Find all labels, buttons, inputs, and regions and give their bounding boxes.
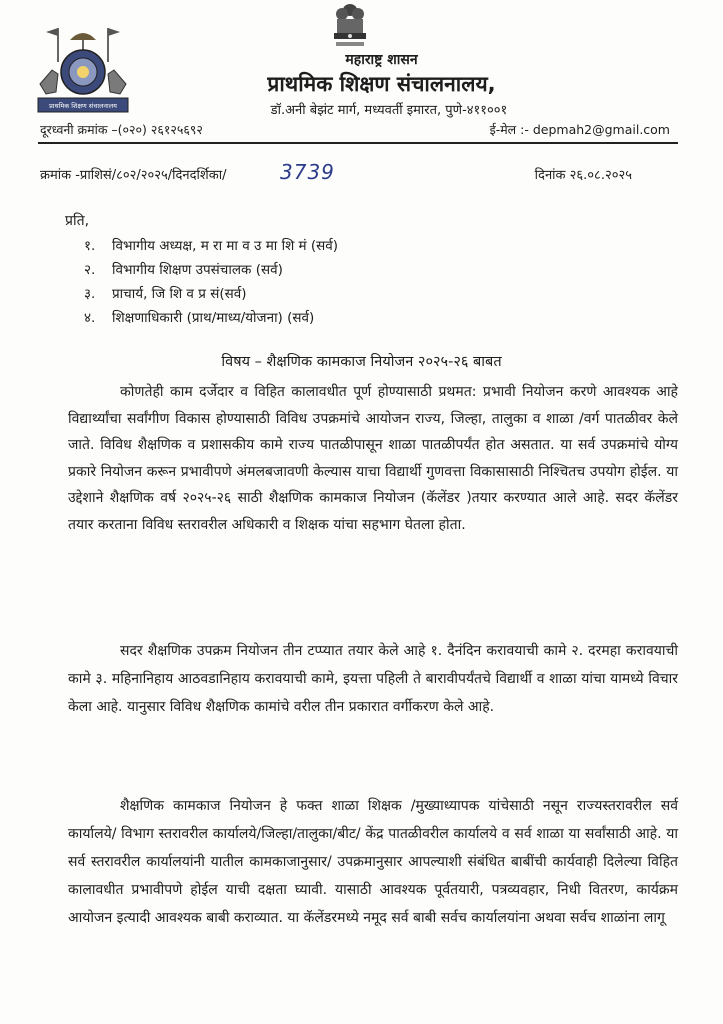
addressee-list <box>84 234 338 330</box>
body-paragraph-1: कोणतेही काम दर्जेदार व विहित कालावधीत पूर्ण होण्यासाठी प्रथमत: प्रभावी नियोजन करणे आवश्यक आहे विद्यार्थ्यांचा सर्वांगीण विकास होण्यासाठी विविध उपक्रमांचे आयोजन राज्य, जिल्हा, तालुका व शाळा /वर्ग पातळीवर केले जाते. विविध शैक्षणिक व प्रशासकीय कामे राज्य पातळीपासून शाळा पातळीपर्यंत होत असतात. या सर्व उपक्रमांचे योग्य प्रकारे नियोजन करून प्रभावीपणे अंमलबजावणी केल्यास याचा विद्यार्थी गुणवत्ता विकासासाठी निश्चितच उपयोग होईल. या उद्देशाने शैक्षणिक वर्ष २०२५-२६ साठी शैक्षणिक कामकाज नियोजन (कॅलेंडर )तयार करण्यात आले आहे. सदर कॅलेंडर तयार करताना विविध स्तरावरील अधिकारी व शिक्षक यांचा सहभाग घेतला होता. <box>68 384 678 533</box>
body-paragraph-3: शैक्षणिक कामकाज नियोजन हे फक्त शाळा शिक्षक /मुख्याध्यापक यांचेसाठी नसून राज्यस्तरावरील सर्व कार्यालये/ विभाग स्तरावरील कार्यालये/जिल्हा/तालुका/बीट/ केंद्र पातळीवरील कार्यालये व सर्व शाळा या सर्वांसाठी आहे. या सर्व स्तरावरील कार्यालयांनी यातील कामकाजानुसार/ उपक्रमानुसार आपल्याशी संबंधित बाबींची कार्यवाही दिलेल्या विहित कालावधीत प्रभावीपणे होईल याची दक्षता घ्यावी. यासाठी आवश्यक पूर्वतयारी, पत्रव्यवहार, निधी वितरण, कार्यक्रम आयोजन इत्यादी आवश्यक बाबी कराव्यात. या कॅलेंडरमध्ये नमूद सर्व बाबी सर्वच कार्यालयांना अथवा सर्वच शाळांना लागू <box>68 798 678 926</box>
salutation: प्रति, <box>65 213 90 229</box>
addressee-number: ४. <box>84 310 96 326</box>
government-heading: महाराष्ट्र शासन <box>345 52 418 68</box>
addressee-text: विभागीय अध्यक्ष, म रा मा व उ मा शि मं (सर्व) <box>112 238 339 254</box>
email-address: ई-मेल :- depmah2@gmail.com <box>489 122 670 137</box>
phone-number: दूरध्वनी क्रमांक –(०२०) २६१२५६९२ <box>40 122 203 137</box>
header-divider <box>38 142 678 144</box>
addressee-number: २. <box>84 262 96 278</box>
handwritten-reference-number: 3739 <box>280 160 335 184</box>
national-emblem-icon <box>328 2 372 50</box>
addressee-number: ३. <box>84 286 96 302</box>
letter-subject: विषय – शैक्षणिक कामकाज नियोजन २०२५-२६ बाबत <box>221 354 502 370</box>
letter-date: दिनांक २६.०८.२०२५ <box>534 168 632 183</box>
directorate-heading: प्राथमिक शिक्षण संचालनालय, <box>267 72 496 96</box>
office-address: डॉ.अनी बेझंट मार्ग, मध्यवर्ती इमारत, पुणे-४११००१ <box>270 103 508 118</box>
reference-number: क्रमांक -प्राशिसं/८०२/२०२५/दिनदर्शिका/ <box>40 168 227 183</box>
addressee-text: शिक्षणाधिकारी (प्राथ/माध्य/योजना) (सर्व) <box>112 310 315 326</box>
body-paragraph-2: सदर शैक्षणिक उपक्रम नियोजन तीन टप्प्यात तयार केले आहे १. दैनंदिन करावयाची कामे २. दरमहा करावयाची कामे ३. महिनानिहाय आठवडानिहाय करावयाची कामे, इयत्ता पहिली ते बारावीपर्यंतचे विद्यार्थी व शाळा यांचा यामध्ये विचार केला आहे. यानुसार विविध शैक्षणिक कामांचे वरील तीन प्रकारात वर्गीकरण केले आहे. <box>68 643 678 715</box>
addressee-item <box>84 306 338 330</box>
addressee-item <box>84 234 338 258</box>
addressee-number: १. <box>84 238 96 254</box>
addressee-item <box>84 258 338 282</box>
addressee-text: विभागीय शिक्षण उपसंचालक (सर्व) <box>112 262 283 278</box>
addressee-item <box>84 282 338 306</box>
addressee-text: प्राचार्य, जि शि व प्र सं(सर्व) <box>112 286 247 302</box>
logo-caption: प्राथमिक शिक्षण संचालनालय <box>49 102 117 110</box>
reference-row <box>40 160 680 187</box>
